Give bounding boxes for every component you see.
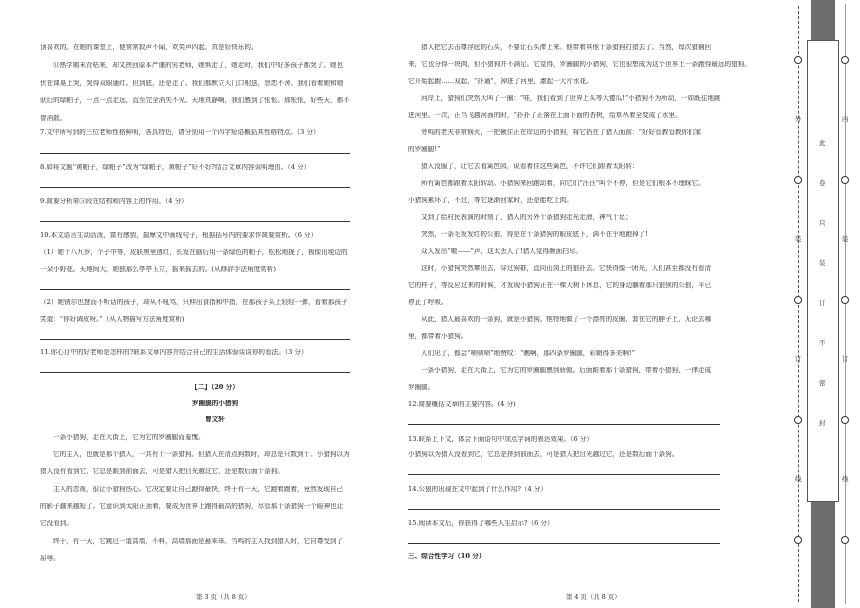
- binding-char: 线: [795, 475, 802, 483]
- question-11: 11.你心目中的好老师是怎样的?联系文章内容并结合自己的生活体验谈谈你的看法。（3 分）: [40, 349, 308, 356]
- page-number: 第 4 页（共 8 页）: [566, 593, 621, 601]
- story-paragraph: 小猎狗累坏了，不过，等它逐渐回家时，还是能吃上肉。: [408, 197, 573, 204]
- binding-char: 卷: [819, 179, 826, 187]
- answer-line[interactable]: [408, 424, 720, 425]
- binding-hole-icon: [841, 56, 849, 64]
- answer-line[interactable]: [40, 339, 350, 340]
- question-10: 10.本文语言生动活泼，富有感情，揣摩文中画线句子，根据括号内的要求作简要赏析。（6 分）: [40, 232, 318, 239]
- binding-hole-icon: [794, 416, 802, 424]
- story-paragraph: 所有篱笆都跟着太阳转动。小猎狗来回跑动着，向它们“汪汪”叫个不停，但是它们根本不理睬它。: [421, 180, 705, 187]
- story-paragraph: 猎人把它去击尊浮庇的石头，不要让石头滞上来。他带着其他十条猎狗打猎去了。当然，每次猎捕回: [421, 44, 712, 51]
- binding-char: 此: [819, 139, 826, 147]
- story-paragraph: 来，它也分得一块肉，但小猎狗并不满足。它觉得，罗圈腿的小猎狗，它也很想成为这个世界上一条跑得最远的猎狗。: [408, 61, 751, 68]
- binding-char: 线: [842, 475, 849, 483]
- binding-hole-icon: [841, 296, 849, 304]
- binding-hole-icon: [841, 416, 849, 424]
- story-paragraph: 猎人没服了，让它去看篱笆园，说看着住这些篱笆，不许它们跟着太阳转：: [421, 163, 639, 170]
- question-10-1: （1）她十八九岁，个子中等，皮肤黑里透红，长发在脑后用一条绿色的帕子，松松地拢了，极像田埂边的: [40, 249, 348, 256]
- story-paragraph: 一条小猎狗，走在大街上，它为它的罗圈腿感到骄傲。后面跟着那十条猎狗，带着小猎狗，一律走成: [421, 367, 712, 374]
- story-paragraph: 河岸上，猎狗们突然大叫了一圈：“哇，我们看到了世界上头等大傻瓜!”小猎狗不为所动，一如既往地跳: [421, 95, 721, 102]
- paragraph: ⑪热学期末背枯来，却又挟回原本严谨的男老师，她惧走了，她走时，我们中好多孩子都哭了。她也: [53, 62, 344, 69]
- binding-hole-icon: [841, 536, 849, 544]
- question-7: 7.文中所写到的三位老师性格鲜明，各具特色，请分别用一个四字短语概括其性格特点。（3 分）: [40, 129, 320, 136]
- question-13: 13.联系上下文，体会下面语句中加点字词的表达效果。（6 分）: [408, 436, 593, 443]
- story-paragraph: 终于，有一天，它跳过一道高墙，不料，高墙那面是悬乖乖。当鸣的主人找到猎人时，它自尊受到了: [53, 538, 344, 545]
- binding-hole-icon: [794, 296, 802, 304]
- story-paragraph: 众人发出“嗷——”声，这太丢人了!猎人觉得颜面扫尽。: [421, 248, 583, 255]
- answer-line[interactable]: [408, 474, 720, 475]
- question-15: 15.阅读本文后，你获得了哪些人生启示?（6 分）: [408, 520, 554, 527]
- binding-char: 装: [819, 259, 826, 267]
- story-paragraph: 又到了给村民表演的时刻了，猎人的另外十条猎狗走光走滑，神气十足；: [421, 214, 632, 221]
- binding-char: 内: [842, 115, 849, 123]
- binding-hole-icon: [794, 176, 802, 184]
- story-paragraph: 里，都带着小猎狗。: [408, 333, 468, 340]
- story-paragraph: 它没看到。: [40, 520, 73, 527]
- answer-line[interactable]: [40, 221, 350, 222]
- paragraph: 伏在课桌上哭，哭得双眼通红。但到底，还是走了。我们都默立大门口相送，怨恋不舍。我们看着她和她: [40, 80, 344, 87]
- story-paragraph: 突然，一条毛发发红的公狼，得是在十条猎狗的眼皮底下，满不在乎地跑掉了!: [421, 231, 648, 238]
- cut-line: [798, 6, 799, 602]
- question-9: 9.简要分析第⑤段在结构和内容上的作用。（4 分）: [40, 198, 188, 205]
- question-10-2: 笑道：“你好调皮呀。”（从人物描写方法角度赏析): [40, 316, 185, 323]
- question-10-1: 一朵小野花。天地间大，她独那么亭亭玉立，摇来摇去的。(从修辞手法角度赏析): [40, 266, 276, 273]
- paragraph: 曾消散。: [40, 115, 67, 122]
- question-12: 12.简要概括文章的主要内容。(4 分): [408, 401, 516, 408]
- story-paragraph: 屈辱。: [40, 555, 60, 562]
- binding-char: 只: [819, 219, 826, 227]
- story-paragraph: 罗圈腿。: [408, 384, 435, 391]
- question-10-2: （2）她锈尔也慧而不听话的孩子，却从不吼骂，只伸出食指和中指，在那孩子头上轻轻一弹，看着那孩子: [40, 299, 348, 306]
- story-paragraph: 从此，猎人最喜欢的一条狗，就是小猎狗。牠特地做了一个漂亮的皮圈，套在它的脖子上，无论去哪: [421, 316, 712, 323]
- story-paragraph: 它的主人，也就是那个猎人，一共有十一条猎狗。但猎人在清点狗数时，却总是只数到十。小猎狗以为: [53, 451, 350, 458]
- binding-hole-icon: [794, 536, 802, 544]
- story-paragraph: 的罗圈腿!”: [408, 146, 441, 153]
- binding-char: 不: [819, 339, 826, 347]
- story-paragraph: 这时，小猎狗突然窜出去，穿过狗群，直向山岗上的狼扑去。它快得像一团光，人们甚至都没有看清: [421, 265, 712, 272]
- answer-line[interactable]: [40, 153, 350, 154]
- story-paragraph: 停止了呼吸。: [408, 299, 448, 306]
- story-title: 罗圈腿的小猎狗: [191, 400, 239, 407]
- section-heading: 【二】（20 分）: [191, 384, 239, 391]
- paragraph: 顶喜欢的。在她的课堂上，便常常寂声不闻，欢笑声四起，真是好快乐的。: [40, 44, 258, 51]
- binding-char: 装: [842, 235, 849, 243]
- answer-line[interactable]: [40, 289, 350, 290]
- binding-char: 订: [819, 299, 826, 307]
- binding-char: 订: [842, 355, 849, 363]
- story-paragraph: 主人的忽视，很让小猎狗伤心。它决定要让自己跑得最快，终于有一天，它跑着跑着，竟然发现自己: [53, 486, 344, 493]
- section-heading: 三、综合性学习（10 分）: [408, 553, 486, 560]
- answer-line[interactable]: [40, 372, 350, 373]
- paragraph: 驮后的绿帕子，一点一点走远，直至完全消失不见。天地真静啊，我们感到了怅怅。那怅怅，好些天，都不: [40, 97, 350, 104]
- answer-line[interactable]: [408, 509, 720, 510]
- question-13-sentence: 小猎狗以为猎人没看到它，它总是挤到前面去，可是猎人把目光越过它，还是数后面十条狗。: [408, 451, 679, 458]
- question-14: 14.公狼的出现在文中起到了什么作用?（4 分）: [408, 486, 547, 493]
- binding-char: 外: [795, 115, 802, 123]
- binding-char: 订: [795, 355, 802, 363]
- binding-hole-icon: [841, 176, 849, 184]
- binding-hole-icon: [794, 56, 802, 64]
- story-paragraph: 一条小猎狗，走在大街上，它为它的罗圈腿而羞愧。: [53, 434, 205, 441]
- answer-line[interactable]: [40, 187, 350, 188]
- binding-char: 装: [795, 235, 802, 243]
- story-paragraph: 它开始起跑……双起，“扑通”，掉进了河里，激起一大片水花。: [408, 78, 593, 85]
- story-paragraph: 旁鸣的老夫非常恼火，一把揪住正在岸边的小猎狗，将它扔在了猎人面前：“好好管教管教你们家: [421, 129, 702, 136]
- question-8: 8.如将文题“黄帕子，绿帕子”改为“绿帕子，黄帕子”好不好?结合文章内容说明理由。（4 分）: [40, 164, 311, 171]
- story-author: 曹文轩: [205, 416, 225, 423]
- story-paragraph: 人们见了，都会“啧啧啧”地赞叹：“瞧啊，那四条罗圈腿，彩朝得多美啊!”: [421, 350, 635, 357]
- story-paragraph: 的影子越来越短了。它意识到太阳正顶着，要成为世界上跑得最高的猎狗，尽管那十条猎狗一个眼神也让: [40, 503, 344, 510]
- story-paragraph: 它的样子，等反应过来的时候，才发现小猎狗正在一棵大树下休息，它的身边躺着那只狼狈的公狼，平已: [408, 282, 712, 289]
- page-number: 第 3 页（共 8 页）: [196, 593, 251, 601]
- story-paragraph: 进河里。一次，正当飞越河面的时，“扑扑了正落在上面下面的杏树，给草丛着全变成了水里。: [408, 112, 682, 119]
- binding-char: 密: [819, 379, 826, 387]
- answer-line[interactable]: [408, 543, 720, 544]
- binding-char: 封: [819, 419, 826, 427]
- binding-panel: [807, 40, 839, 502]
- outer-line: [845, 4, 846, 604]
- story-paragraph: 猎人没有看到它，它总是跟到前面去，可是猎人把目光越过它，还是数后面十条狗。: [40, 468, 284, 475]
